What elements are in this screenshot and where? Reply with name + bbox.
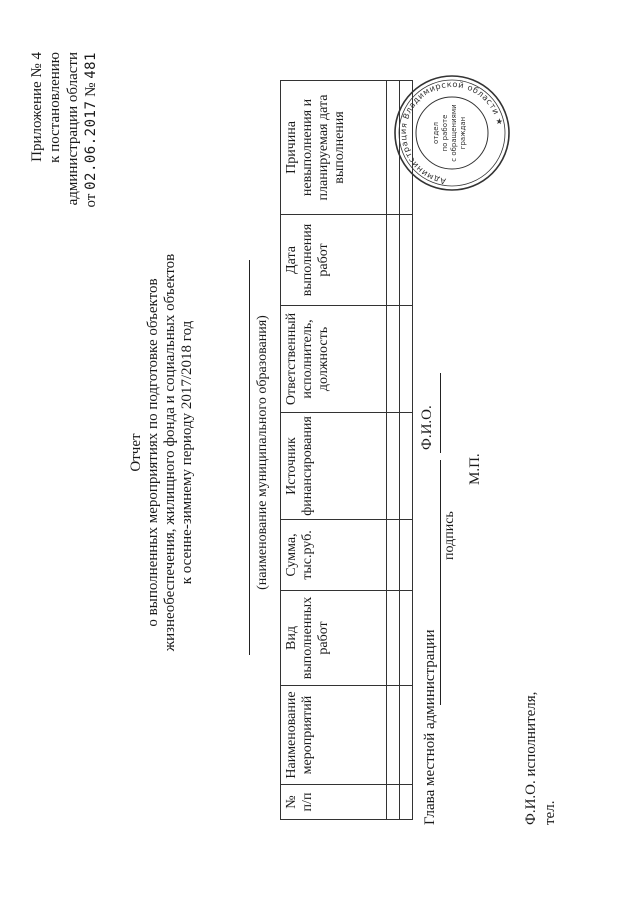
svg-text:граждан: граждан (459, 116, 467, 150)
municipality-line (249, 260, 250, 655)
title-line-2: жизнеобеспечения, жилищного фонда и социальных объектов (162, 253, 178, 652)
name-line (440, 373, 441, 453)
number-sign: № (83, 82, 99, 97)
svg-text:Администрация Владимирской обл: Администрация Владимирской области ★ (397, 78, 506, 187)
date-prefix: от (83, 193, 99, 208)
executor-name-label: Ф.И.О. исполнителя, (523, 691, 539, 825)
col-header-funding-source: Источник финансирования (281, 413, 387, 520)
col-header-amount: Сумма, тыс.руб. (281, 520, 387, 591)
executor-phone-label: тел. (542, 800, 558, 825)
svg-text:отдел: отдел (432, 122, 440, 144)
appendix-line-3: администрации области (65, 52, 81, 206)
municipality-caption: (наименование муниципального образования) (255, 315, 270, 590)
signature-caption: подпись (442, 511, 457, 560)
col-header-responsible: Ответственный исполнитель, должность (281, 306, 387, 413)
appendix-line-1: Приложение № 4 (29, 52, 45, 162)
title-heading: Отчет (128, 433, 144, 472)
col-header-work-type: Вид выполненных работ (281, 591, 387, 686)
official-seal-icon (392, 73, 512, 193)
svg-text:с обращениями: с обращениями (450, 104, 458, 162)
head-of-administration-label: Глава местной администрации (422, 629, 438, 825)
report-title (128, 0, 196, 905)
signature-line (440, 460, 441, 705)
col-header-number: № п/п (281, 785, 387, 820)
title-line-1: о выполненных мероприятиях по подготовке объектов (145, 278, 161, 627)
col-header-activities: Наименование мероприятий (281, 686, 387, 785)
stamp-place-label: М.П. (467, 453, 483, 485)
col-header-date: Дата выполнения работ (281, 215, 387, 306)
table-header-row (281, 81, 387, 820)
appendix-date-line (82, 52, 100, 352)
decree-number: 481 (83, 52, 99, 79)
decree-date: 02.06.2017 (83, 100, 99, 190)
title-line-3: к осенне-зимнему периоду 2017/2018 год (179, 320, 195, 585)
appendix-header (28, 52, 100, 352)
svg-text:по работе: по работе (441, 114, 449, 152)
appendix-line-2: к постановлению (47, 52, 63, 163)
col-header-reason: Причина невыполнения и планируемая дата выполнения (281, 81, 387, 215)
name-caption: Ф.И.О. (419, 405, 435, 450)
